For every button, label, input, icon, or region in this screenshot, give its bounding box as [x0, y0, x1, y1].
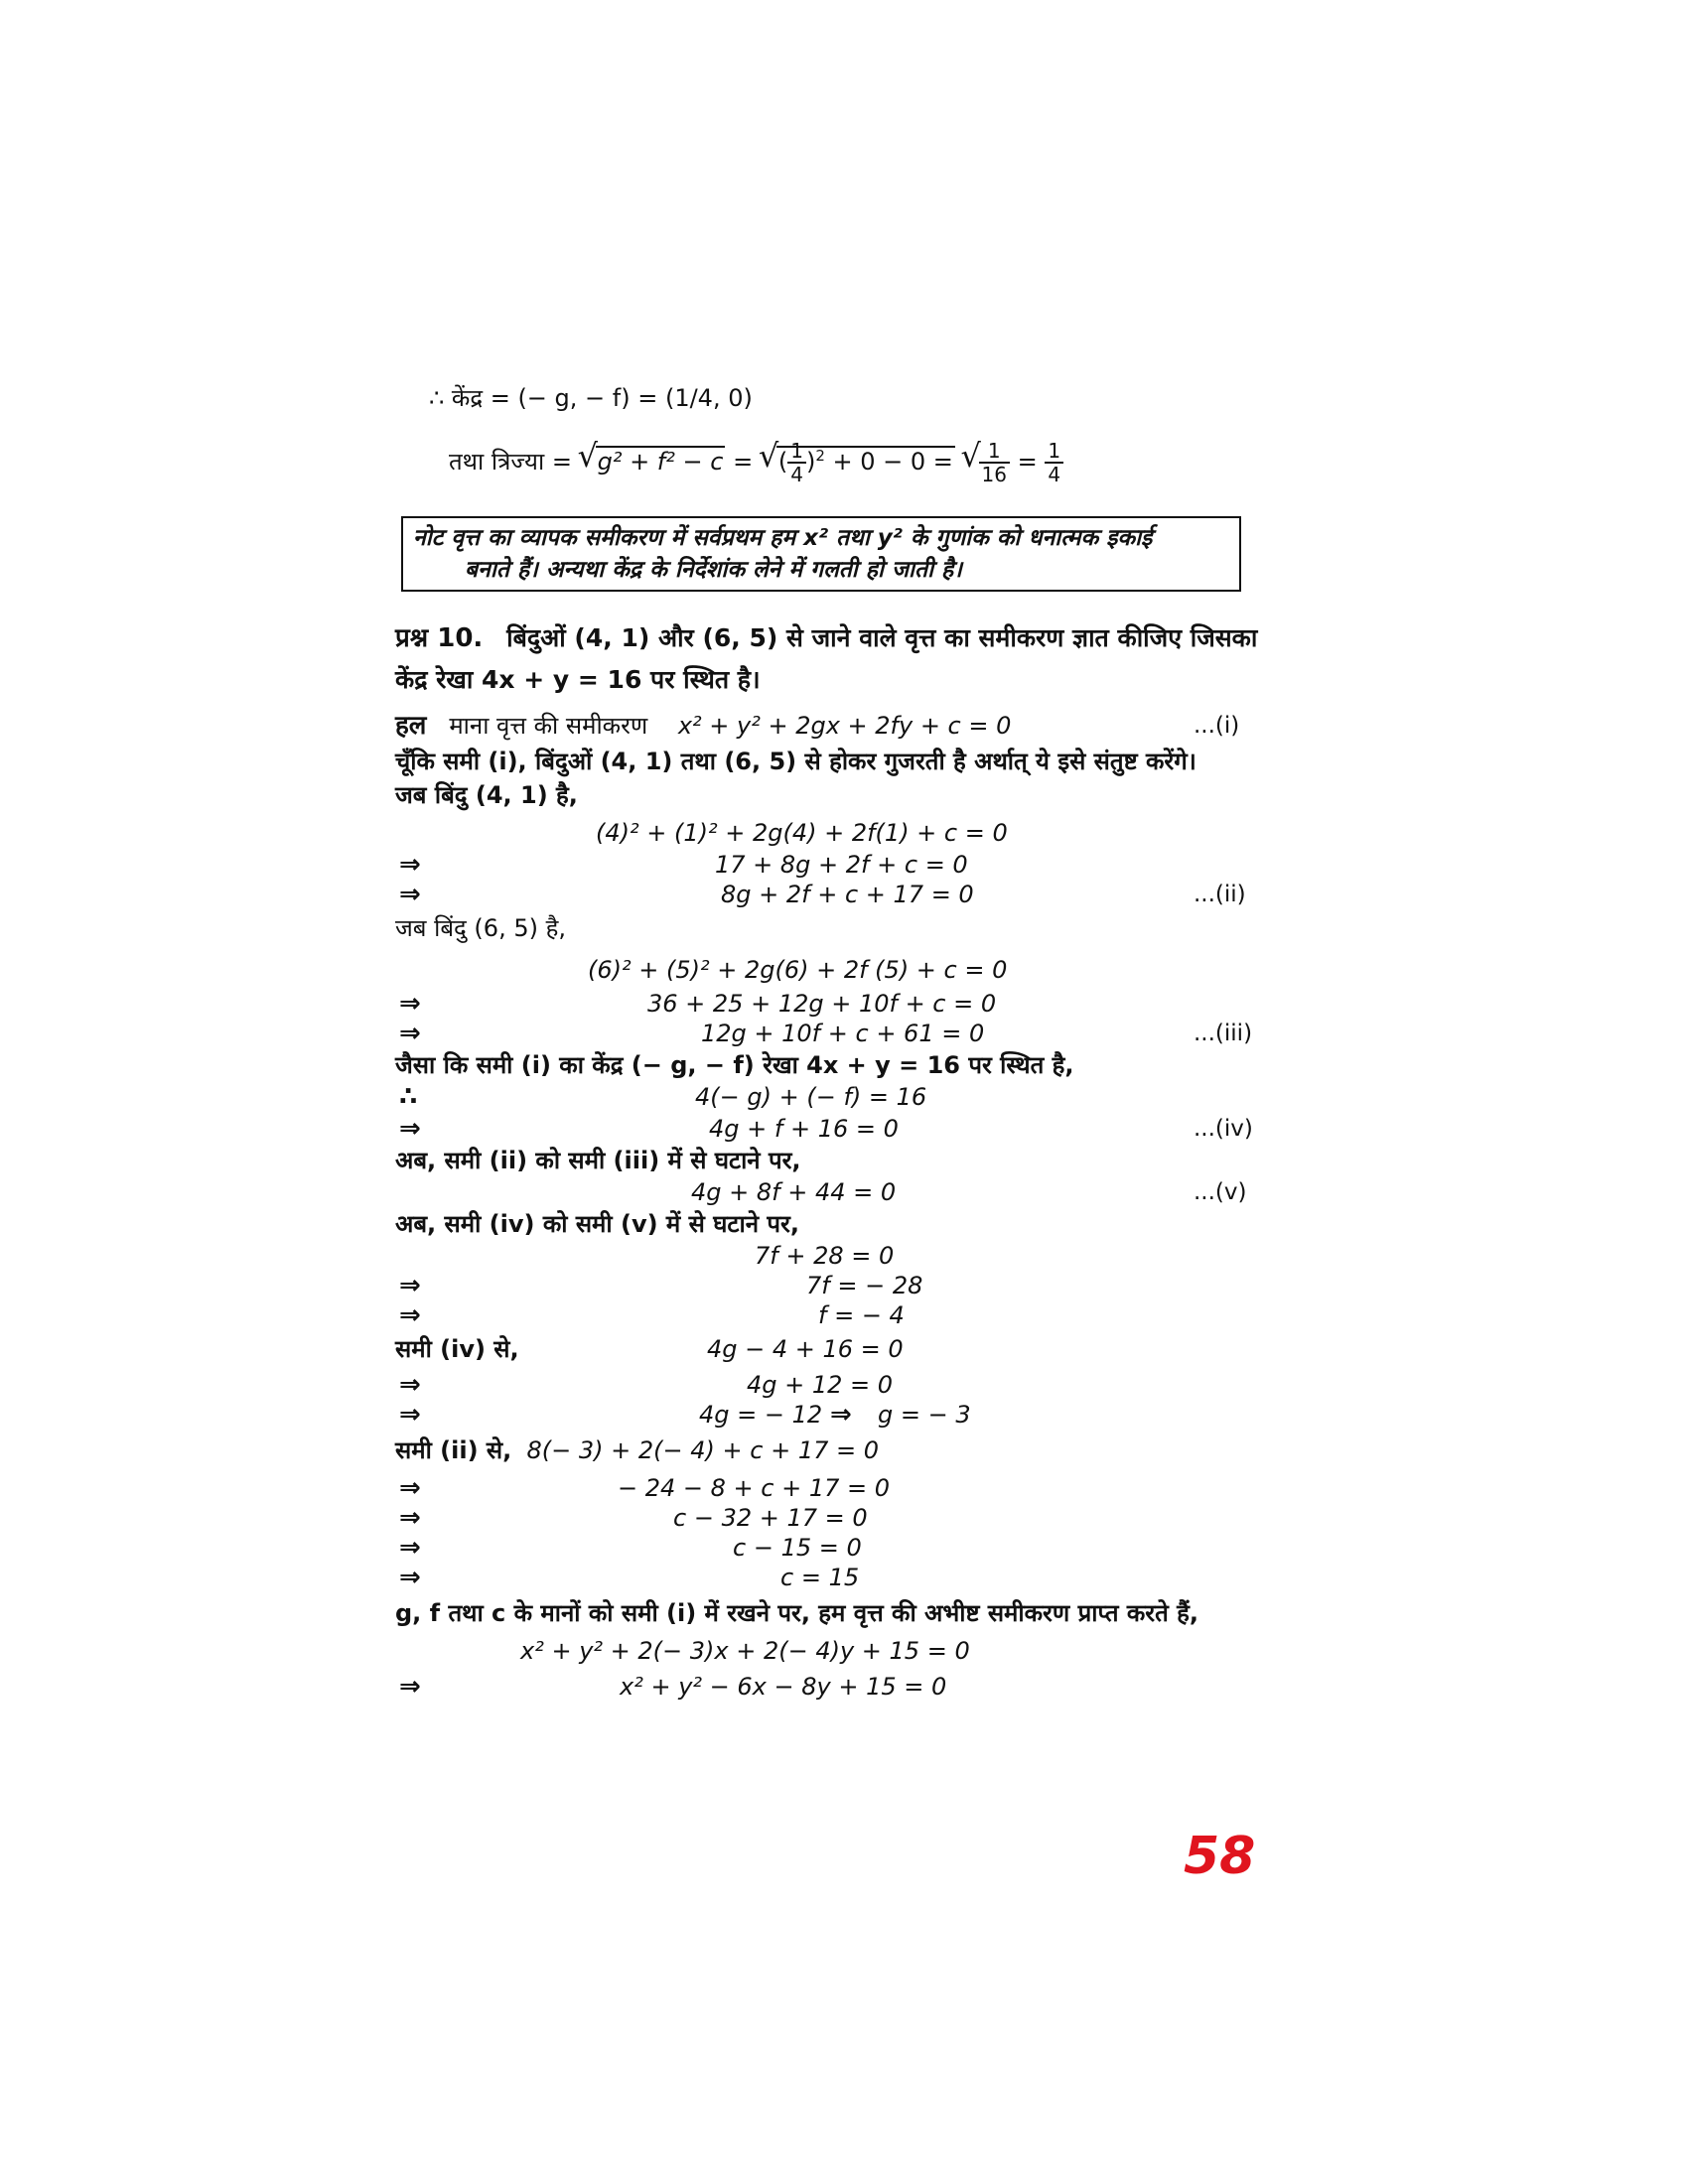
implies-arrow: ⇒	[399, 850, 421, 880]
note-line-2: बनाते हैं। अन्यथा केंद्र के निर्देशांक लेने में गलती हो जाती है।	[465, 557, 962, 583]
radius-root-3: √ $\frac{1}{16}$	[963, 437, 1010, 486]
subtract-line-1: अब, समी (ii) को समी (iii) में से घटाने पर,	[395, 1147, 801, 1174]
implies-arrow: ⇒	[399, 880, 421, 909]
when-41: जब बिंदु (4, 1) है,	[395, 781, 578, 809]
eq-c5: c = 15	[780, 1564, 860, 1591]
radius-label: तथा त्रिज्या =	[449, 448, 572, 476]
implies-arrow: ⇒	[399, 1370, 421, 1400]
substitute-line: g, f तथा c के मानों को समी (i) में रखने पर, हम वृत्त की अभीष्ट समीकरण प्राप्त करते हैं,	[395, 1599, 1199, 1627]
eq-65-a: (6)² + (5)² + 2g(6) + 2f (5) + c = 0	[588, 956, 1008, 984]
ref-iii: ...(iii)	[1194, 1021, 1253, 1046]
eq-41-a: (4)² + (1)² + 2g(4) + 2f(1) + c = 0	[596, 819, 1008, 847]
radius-line: तथा त्रिज्या = √ g² + f² − c = √ ( $\frac{1}{4}$ )$^2$ + 0 − 0 = √ $\frac{1}{16}$ = $\frac{1}{4}$	[449, 437, 1063, 486]
page-number: 58	[1184, 1827, 1256, 1886]
ref-i: ...(i)	[1194, 713, 1240, 739]
therefore-symbol: ∴	[399, 1082, 418, 1112]
question-line-1	[395, 623, 1257, 653]
eq-f-a: 7f + 28 = 0	[755, 1242, 895, 1270]
implies-arrow: ⇒	[399, 1672, 421, 1702]
implies-arrow: ⇒	[830, 1400, 852, 1430]
note-box	[401, 516, 1241, 592]
question-line-2: केंद्र रेखा 4x + y = 16 पर स्थित है।	[395, 665, 761, 694]
eq-g-c: 4g = − 12	[699, 1401, 823, 1429]
eq-f-c: f = − 4	[818, 1301, 905, 1329]
implies-arrow: ⇒	[399, 1271, 421, 1300]
eq-v: 4g + 8f + 44 = 0	[691, 1178, 897, 1206]
implies-arrow: ⇒	[399, 1473, 421, 1503]
note-line-1: नोट वृत्त का व्यापक समीकरण में सर्वप्रथम हम x² तथा y² के गुणांक को धनात्मक इकाई	[413, 525, 1153, 551]
implies-arrow: ⇒	[399, 1563, 421, 1592]
eq-c-a: 4(− g) + (− f) = 16	[695, 1083, 927, 1111]
centre-line: ∴ केंद्र = (− g, − f) = (1/4, 0)	[429, 384, 753, 412]
implies-arrow: ⇒	[399, 1114, 421, 1144]
when-65: जब बिंदु (6, 5) है,	[395, 914, 566, 942]
eq-c4: c − 15 = 0	[733, 1534, 862, 1562]
from-iv-label: समी (iv) से,	[395, 1335, 519, 1363]
eq-41-b: 17 + 8g + 2f + c = 0	[715, 851, 968, 879]
question-text-1: बिंदुओं (4, 1) और (6, 5) से जाने वाले वृत्त का समीकरण ज्ञात कीजिए जिसका	[506, 623, 1258, 652]
radius-root-1: √ g² + f² − c	[580, 437, 726, 486]
solution-label: हल	[395, 711, 427, 741]
radius-root-2: √ ( $\frac{1}{4}$ )$^2$ + 0 − 0 =	[761, 437, 955, 486]
ref-iv: ...(iv)	[1194, 1116, 1253, 1142]
eq-c3: c − 32 + 17 = 0	[673, 1504, 868, 1532]
eq-g-d: g = − 3	[878, 1401, 971, 1429]
subtract-line-2: अब, समी (iv) को समी (v) में से घटाने पर,	[395, 1210, 799, 1238]
implies-arrow: ⇒	[399, 1019, 421, 1048]
eq-g-b: 4g + 12 = 0	[747, 1371, 894, 1399]
implies-arrow: ⇒	[399, 1300, 421, 1330]
implies-arrow: ⇒	[399, 1533, 421, 1563]
solution-intro: हल माना वृत्त की समीकरण x² + y² + 2gx + 2fy + c = 0	[395, 711, 1012, 741]
eq-65-c: 12g + 10f + c + 61 = 0	[701, 1020, 985, 1047]
eq-f-b: 7f = − 28	[806, 1272, 923, 1299]
ref-ii: ...(ii)	[1194, 882, 1246, 907]
since-line: चूँकि समी (i), बिंदुओं (4, 1) तथा (6, 5) से होकर गुजरती है अर्थात् ये इसे संतुष्ट करेंगे।	[395, 748, 1196, 775]
final-eq-b: x² + y² − 6x − 8y + 15 = 0	[620, 1673, 947, 1701]
question-label: प्रश्न 10.	[395, 623, 484, 653]
implies-arrow: ⇒	[399, 989, 421, 1019]
eq-c-b: 4g + f + 16 = 0	[709, 1115, 899, 1143]
centre-condition: जैसा कि समी (i) का केंद्र (− g, − f) रेखा 4x + y = 16 पर स्थित है,	[395, 1051, 1074, 1079]
implies-arrow: ⇒	[399, 1400, 421, 1430]
eq-65-b: 36 + 25 + 12g + 10f + c = 0	[647, 990, 997, 1018]
eq-c2: − 24 − 8 + c + 17 = 0	[618, 1474, 891, 1502]
implies-arrow: ⇒	[399, 1503, 421, 1533]
ref-v: ...(v)	[1194, 1179, 1247, 1205]
eq-41-c: 8g + 2f + c + 17 = 0	[721, 881, 974, 908]
final-eq-a: x² + y² + 2(− 3)x + 2(− 4)y + 15 = 0	[520, 1637, 970, 1665]
from-ii-line: समी (ii) से, 8(− 3) + 2(− 4) + c + 17 = 0	[395, 1436, 879, 1464]
eq-g-a: 4g − 4 + 16 = 0	[707, 1335, 904, 1363]
radius-result: $\frac{1}{4}$	[1045, 440, 1063, 485]
